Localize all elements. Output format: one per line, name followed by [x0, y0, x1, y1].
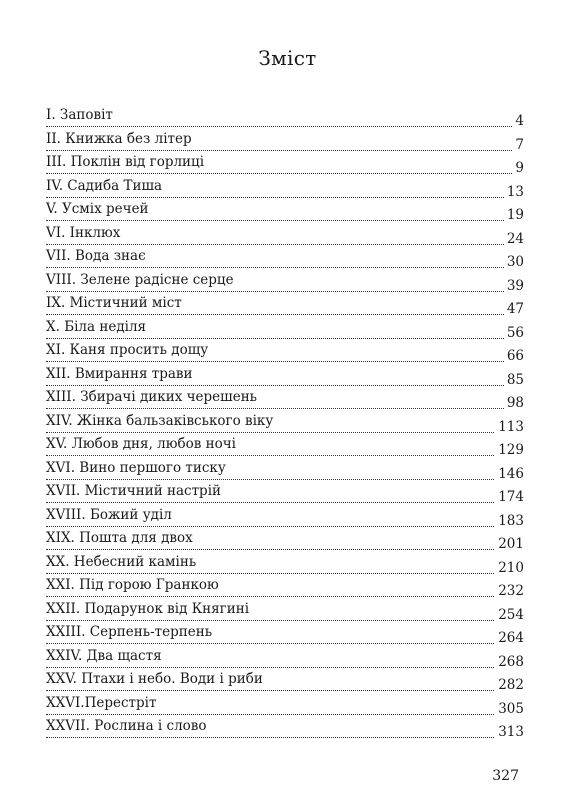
toc-leader-dots [46, 125, 524, 127]
toc-entry [46, 341, 524, 365]
toc-leader-dots [46, 736, 524, 738]
toc-entry-page: 113 [495, 418, 524, 436]
toc-entry [46, 576, 524, 600]
toc-entry [46, 388, 524, 412]
toc-entry-page: 268 [495, 653, 524, 671]
toc-entry-page: 146 [495, 465, 524, 483]
toc-leader-dots [46, 454, 524, 456]
toc-entry-page: 85 [504, 371, 524, 389]
toc-entry-page: 174 [495, 488, 524, 506]
toc-leader-dots [46, 384, 524, 386]
toc-entry-label: XXVI.Перестріт [46, 694, 157, 711]
toc-entry [46, 717, 524, 741]
toc-leader-dots [46, 407, 524, 409]
toc-entry [46, 106, 524, 130]
toc-leader-dots [46, 689, 524, 691]
toc-entry-page: 24 [504, 230, 524, 248]
toc-entry-page: 282 [495, 676, 524, 694]
toc-entry-page: 39 [504, 277, 524, 295]
toc-leader-dots [46, 219, 524, 221]
toc-entry-page: 305 [495, 700, 524, 718]
toc-entry [46, 224, 524, 248]
toc-entry-page: 4 [512, 112, 524, 130]
toc-entry-page: 7 [512, 136, 524, 154]
toc-entry [46, 647, 524, 671]
toc-leader-dots [46, 666, 524, 668]
toc-entry-page: 47 [504, 300, 524, 318]
toc-entry-page: 232 [495, 582, 524, 600]
toc-entry [46, 553, 524, 577]
toc-entry [46, 670, 524, 694]
toc-entry-page: 254 [495, 606, 524, 624]
toc-leader-dots [46, 525, 524, 527]
toc-leader-dots [46, 642, 524, 644]
toc-entry-label: V. Усміх речей [46, 201, 149, 217]
toc-entry-label: XIV. Жінка бальзаківського віку [46, 412, 274, 429]
toc-entry [46, 600, 524, 624]
toc-entry [46, 459, 524, 483]
toc-leader-dots [46, 501, 524, 503]
toc-entry-page: 19 [504, 206, 524, 224]
toc-entry-label: I. Заповіт [46, 107, 113, 123]
toc-entry-page: 66 [504, 347, 524, 365]
toc-entry-page: 9 [512, 159, 524, 177]
toc-entry-label: IV. Садиба Тиша [46, 177, 163, 194]
toc-entry [46, 506, 524, 530]
toc-leader-dots [46, 619, 524, 621]
toc-entry-label: VII. Вода знає [46, 248, 146, 264]
toc-entry-page: 210 [495, 559, 524, 577]
toc-entry [46, 623, 524, 647]
toc-entry [46, 435, 524, 459]
toc-leader-dots [46, 196, 524, 198]
toc-entry-label: XII. Вмирання трави [46, 365, 193, 382]
toc-entry-label: XXIV. Два щастя [46, 647, 162, 664]
toc-leader-dots [46, 478, 524, 480]
toc-entry-label: II. Книжка без літер [46, 130, 192, 147]
toc-entry [46, 294, 524, 318]
toc-entry-page: 264 [495, 629, 524, 647]
toc-leader-dots [46, 243, 524, 245]
toc-entry [46, 412, 524, 436]
toc-entry-label: VI. Інклюх [46, 224, 121, 241]
toc-entry-label: XVII. Містичний настрій [46, 483, 222, 499]
toc-entry [46, 177, 524, 201]
toc-leader-dots [46, 595, 524, 597]
toc-entry [46, 130, 524, 154]
toc-entry-label: III. Поклін від горлиці [46, 154, 205, 170]
toc-leader-dots [46, 313, 524, 315]
toc-entry-page: 183 [495, 512, 524, 530]
toc-leader-dots [46, 266, 524, 268]
toc-leader-dots [46, 290, 524, 292]
toc-entry [46, 365, 524, 389]
toc-entry [46, 482, 524, 506]
toc-entry-page: 30 [504, 253, 524, 271]
toc-entry [46, 694, 524, 718]
toc-leader-dots [46, 548, 524, 550]
toc-entry-label: XVIII. Божий уділ [46, 506, 172, 523]
toc-entry-label: XXIII. Серпень-терпень [46, 624, 213, 640]
toc-leader-dots [46, 149, 524, 151]
toc-entry [46, 247, 524, 271]
toc-entry [46, 271, 524, 295]
toc-title: Зміст [258, 46, 317, 70]
toc-entry-label: XVI. Вино першого тиску [46, 459, 226, 476]
toc-entry-label: VIII. Зелене радісне серце [46, 271, 234, 288]
toc-entry [46, 153, 524, 177]
page-number: 327 [492, 768, 519, 784]
toc-leader-dots [46, 172, 524, 174]
toc-entry-label: IX. Містичний міст [46, 295, 182, 311]
toc-entry-label: XXV. Птахи і небо. Води і риби [46, 671, 263, 687]
toc-entry-label: XXVII. Рослина і слово [46, 718, 207, 734]
toc-leader-dots [46, 431, 524, 433]
toc-entry [46, 529, 524, 553]
toc-entry-label: X. Біла неділя [46, 318, 147, 335]
toc-entry [46, 200, 524, 224]
toc-entry-label: XX. Небесний камінь [46, 553, 197, 570]
toc-leader-dots [46, 337, 524, 339]
toc-entry-page: 313 [495, 723, 524, 741]
toc-list [46, 106, 524, 741]
toc-entry-page: 13 [504, 183, 524, 201]
toc-entry-label: XIX. Пошта для двох [46, 530, 193, 546]
toc-entry [46, 318, 524, 342]
toc-entry-page: 129 [495, 441, 524, 459]
toc-entry-label: XV. Любов дня, любов ночі [46, 436, 237, 452]
toc-entry-label: XIII. Збирачі диких черешень [46, 389, 258, 405]
toc-entry-label: XXII. Подарунок від Княгині [46, 600, 250, 617]
toc-leader-dots [46, 713, 524, 715]
toc-entry-page: 201 [495, 535, 524, 553]
toc-entry-label: XI. Каня просить дощу [46, 342, 209, 358]
toc-leader-dots [46, 572, 524, 574]
toc-entry-page: 98 [504, 394, 524, 412]
toc-entry-page: 56 [504, 324, 524, 342]
toc-leader-dots [46, 360, 524, 362]
toc-entry-label: XXI. Під горою Гранкою [46, 577, 219, 593]
